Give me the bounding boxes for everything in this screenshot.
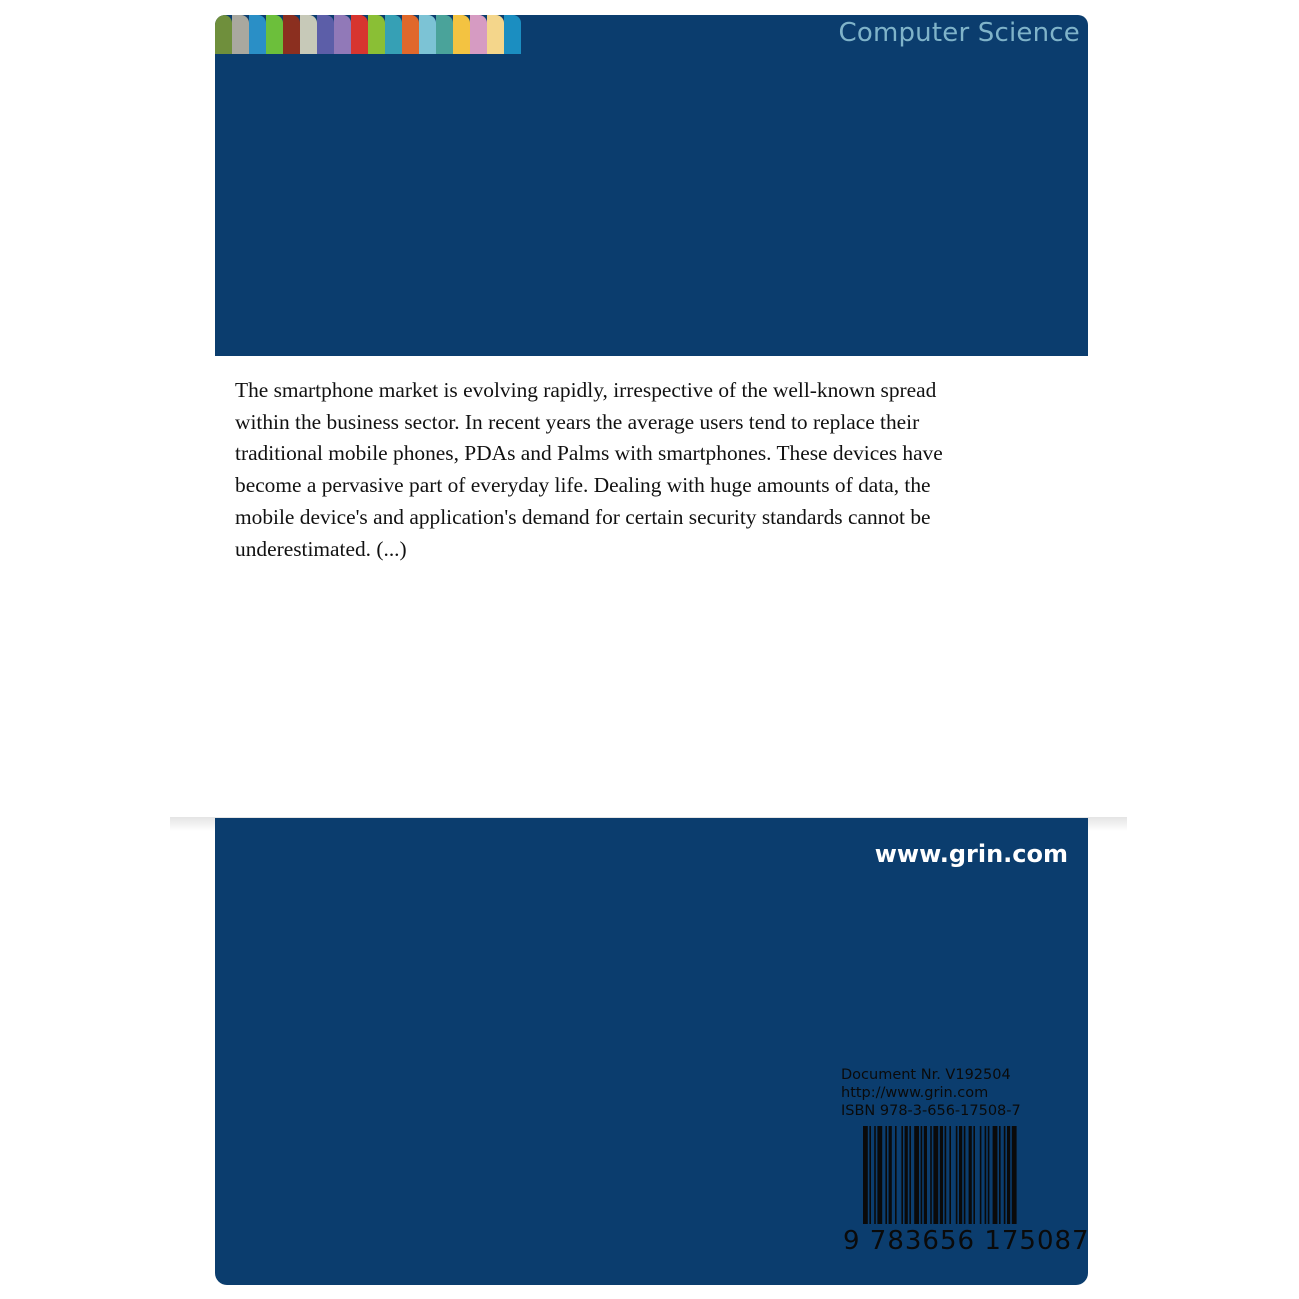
barcode-bar <box>993 1126 998 1224</box>
document-number: Document Nr. V192504 <box>841 1067 1011 1083</box>
barcode-bar <box>959 1126 962 1224</box>
publisher-website: www.grin.com <box>874 840 1068 868</box>
barcode-bar <box>1012 1126 1017 1224</box>
color-stripe-bar <box>215 15 521 54</box>
color-stripe <box>385 15 402 54</box>
barcode-bar <box>945 1126 947 1224</box>
barcode-bar <box>909 1126 911 1224</box>
barcode-bar <box>933 1126 938 1224</box>
barcode-bar <box>874 1126 876 1224</box>
publisher-url: http://www.grin.com <box>841 1085 989 1101</box>
color-stripe <box>317 15 334 54</box>
barcode-bar <box>924 1126 927 1224</box>
color-stripe <box>470 15 487 54</box>
color-stripe <box>215 15 232 54</box>
barcode-bar <box>969 1126 972 1224</box>
barcode-bar <box>921 1126 923 1224</box>
barcode-bar <box>956 1126 958 1224</box>
barcode-bar <box>905 1126 908 1224</box>
barcode-bar <box>940 1126 943 1224</box>
barcode-bar <box>949 1126 951 1224</box>
barcode-digits: 9 783656 175087 <box>843 1226 1090 1256</box>
color-stripe <box>232 15 249 54</box>
color-stripe <box>249 15 266 54</box>
barcode-bar <box>889 1126 892 1224</box>
color-stripe <box>351 15 368 54</box>
barcode-bar <box>1007 1126 1010 1224</box>
barcode-bar <box>999 1126 1001 1224</box>
color-stripe <box>283 15 300 54</box>
category-label: Computer Science <box>838 18 1080 48</box>
color-stripe <box>300 15 317 54</box>
color-stripe <box>419 15 436 54</box>
barcode-bar <box>877 1126 882 1224</box>
color-stripe <box>266 15 283 54</box>
color-stripe <box>487 15 504 54</box>
barcode-icon <box>841 1126 1069 1236</box>
color-stripe <box>368 15 385 54</box>
barcode-bar <box>985 1126 987 1224</box>
color-stripe <box>504 15 521 54</box>
color-stripe <box>453 15 470 54</box>
barcode-bar <box>1004 1126 1006 1224</box>
isbn: ISBN 978-3-656-17508-7 <box>841 1103 1021 1119</box>
color-stripe <box>402 15 419 54</box>
barcode-bar <box>930 1126 932 1224</box>
cover-blurb: The smartphone market is evolving rapidly, irrespective of the well-known spread within the business sector. In recent years the average users tend to replace their traditional mobile phones, PDAs and Palms with smartphones. These devices have become a pervasive part of everyday life. Dealing with huge amounts of data, the mobile device's and application's demand for certain security standards cannot be underestimated. (...) <box>235 378 943 561</box>
barcode-bar <box>973 1126 975 1224</box>
barcode-bar <box>964 1126 966 1224</box>
bottom-panel <box>215 818 1088 1285</box>
color-stripe <box>436 15 453 54</box>
book-back-cover <box>215 15 1088 1285</box>
barcode-bar <box>895 1126 897 1224</box>
barcode-block <box>841 1066 1090 1256</box>
barcode-bar <box>863 1126 868 1224</box>
barcode-bar <box>869 1126 871 1224</box>
barcode-bar <box>980 1126 982 1224</box>
barcode-bar <box>914 1126 919 1224</box>
barcode-bar <box>885 1126 887 1224</box>
top-panel <box>215 15 1088 356</box>
barcode-bar <box>988 1126 990 1224</box>
color-stripe <box>334 15 351 54</box>
barcode-bar <box>901 1126 903 1224</box>
